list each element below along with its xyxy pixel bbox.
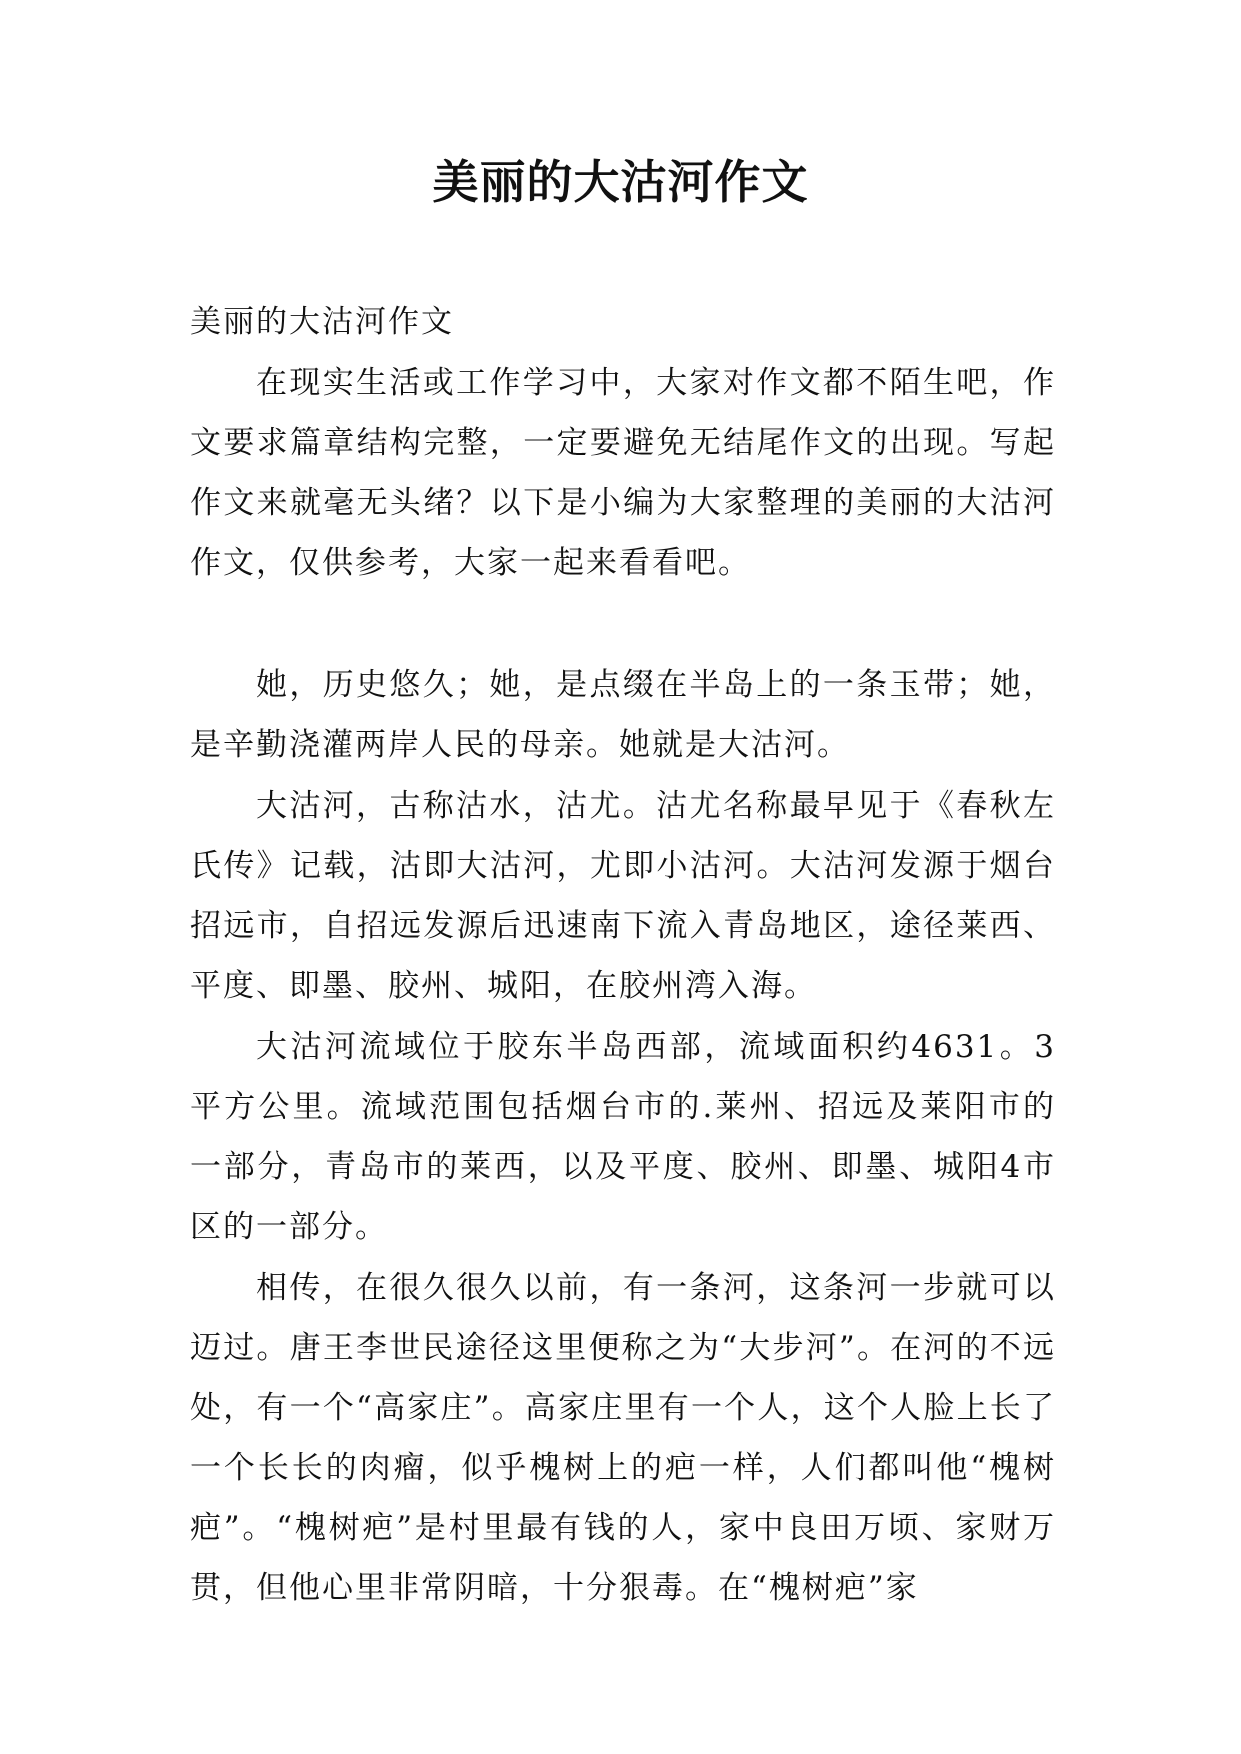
document-title: 美丽的大沽河作文	[432, 155, 809, 209]
section-gap	[190, 593, 1056, 655]
document-subtitle: 美丽的大沽河作文	[190, 304, 454, 340]
document-body	[190, 292, 1056, 1618]
body-paragraph-3: 大沽河流域位于胶东半岛西部，流域面积约4631。3平方公里。流域范围包括烟台市的.莱州、招远及莱阳市的一部分，青岛市的莱西，以及平度、胶州、即墨、城阳4市区的一部分。	[190, 1029, 1056, 1245]
body-paragraph-4: 相传，在很久很久以前，有一条河，这条河一步就可以迈过。唐王李世民途径这里便称之为“大步河”。在河的不远处，有一个“高家庄”。高家庄里有一个人，这个人脸上长了一个长长的肉瘤，似乎槐树上的疤一样，人们都叫他“槐树疤”。“槐树疤”是村里最有钱的人，家中良田万顷、家财万贯，但他心里非常阴暗，十分狠毒。在“槐树疤”家	[190, 1270, 1056, 1606]
body-paragraph-2: 大沽河，古称沽水，沽尤。沽尤名称最早见于《春秋左氏传》记载，沽即大沽河，尤即小沽河。大沽河发源于烟台招远市，自招远发源后迅速南下流入青岛地区，途径莱西、平度、即墨、胶州、城阳，在胶州湾入海。	[190, 788, 1056, 1004]
intro-paragraph: 在现实生活或工作学习中，大家对作文都不陌生吧，作文要求篇章结构完整，一定要避免无结尾作文的出现。写起作文来就毫无头绪？以下是小编为大家整理的美丽的大沽河作文，仅供参考，大家一起来看看吧。	[190, 365, 1056, 581]
body-paragraph-1: 她，历史悠久；她，是点缀在半岛上的一条玉带；她，是辛勤浇灌两岸人民的母亲。她就是大沽河。	[190, 667, 1056, 763]
